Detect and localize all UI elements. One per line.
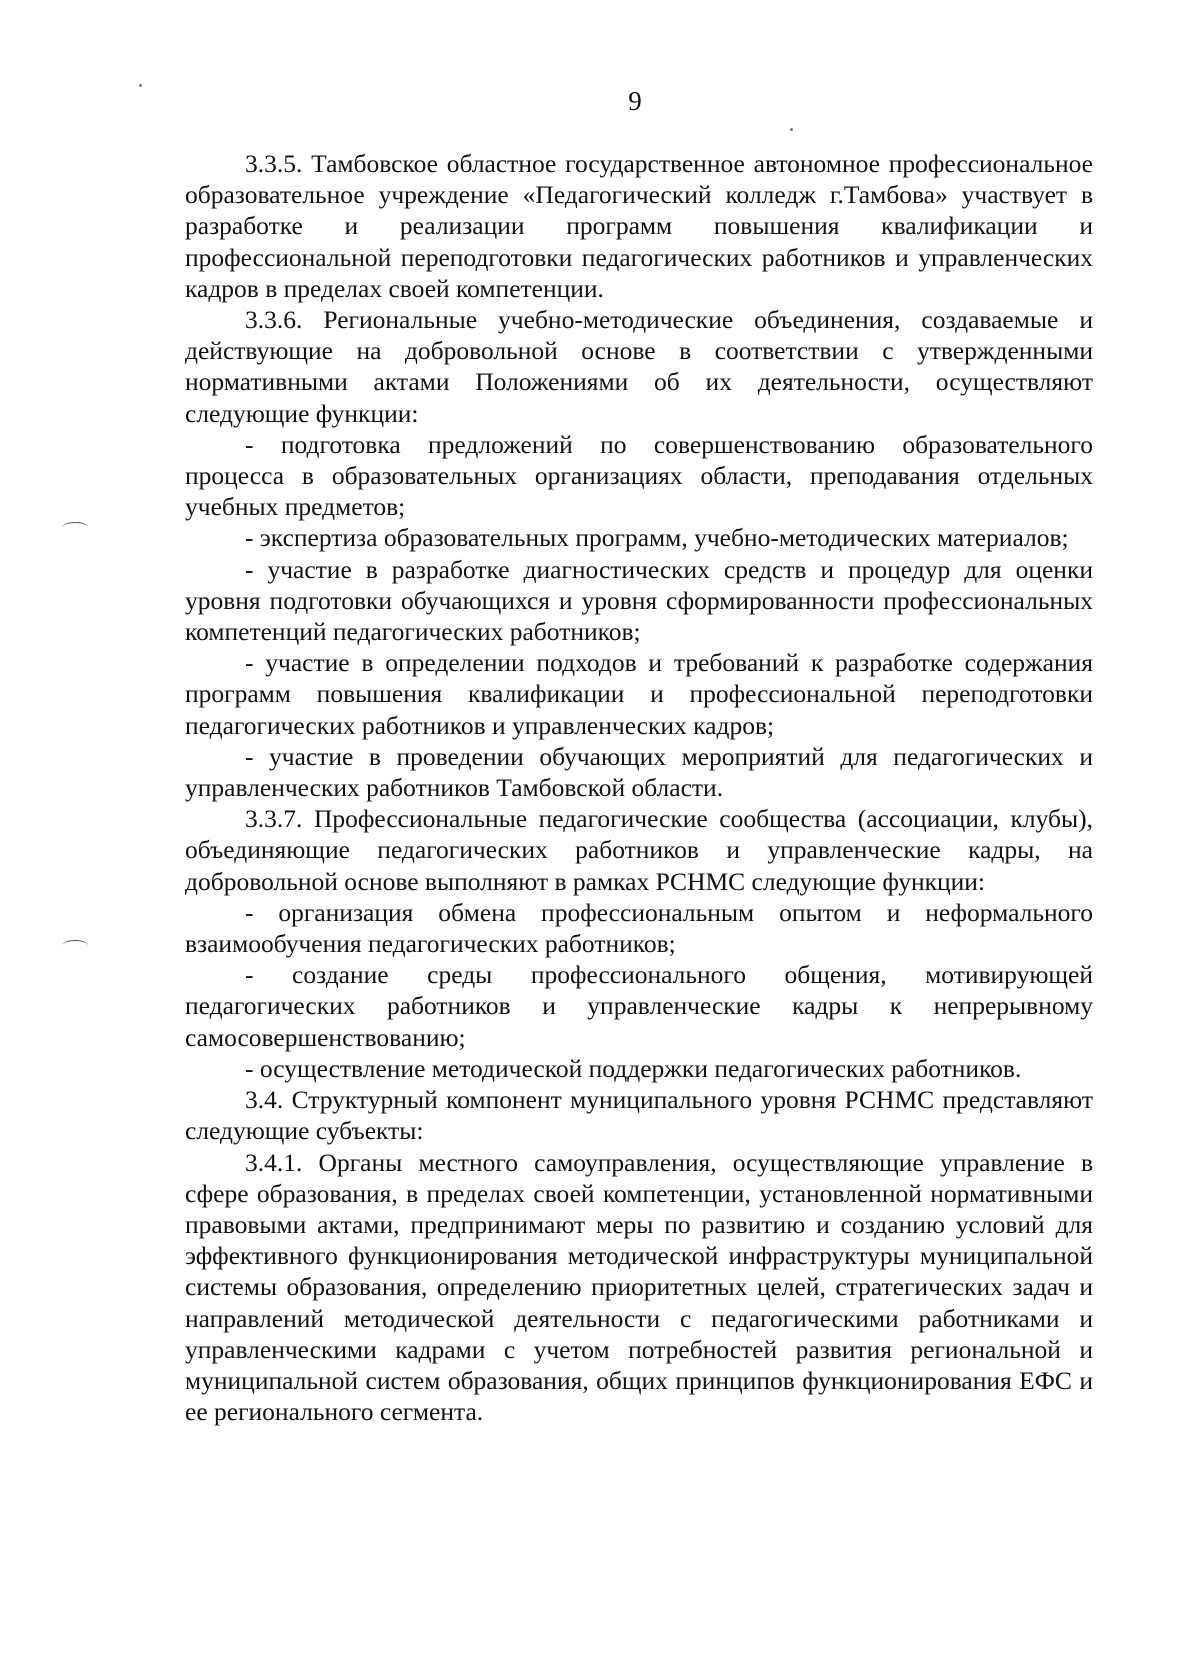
list-item-experience-exchange: - организация обмена профессиональным опытом и неформального взаимообучения педагогических работников; [185,897,1093,959]
list-item-diagnostics: - участие в разработке диагностических средств и процедур для оценки уровня подготовки обучающихся и уровня сформированности профессиональных компетенций педагогических работников; [185,554,1093,647]
scan-speck [790,128,793,131]
paragraph-3-3-7: 3.3.7. Профессиональные педагогические сообщества (ассоциации, клубы), объединяющие педагогических работников и управленческие кадры, на добровольной основе выполняют в рамках РСНМС следующие функции: [185,804,1093,896]
document-body [185,148,1093,1427]
scan-artifact [62,522,88,533]
scan-artifact [62,940,88,951]
page-number: 9 [628,86,642,116]
list-item-communication-environment: - создание среды профессионального общения, мотивирующей педагогических работников и управленческие кадры к непрерывному самосовершенствованию; [185,960,1093,1052]
list-item-expertise: - экспертиза образовательных программ, учебно-методических материалов; [245,523,1069,553]
paragraph-3-4-1: 3.4.1. Органы местного самоуправления, осуществляющие управление в сфере образования, в пределах своей компетенции, установленной нормативными правовыми актами, предпринимают меры по развитию и созданию условий для эффективного функционирования методической инфраструктуры муниципальной системы образования, определению приоритетных целей, стратегических задач и направлений методической деятельности с педагогическими работниками и управленческими кадрами с учетом потребностей развития региональной и муниципальной систем образования, общих принципов функционирования ЕФС и ее регионального сегмента. [185,1147,1093,1427]
list-item-methodical-support: - осуществление методической поддержки педагогических работников. [245,1053,1022,1083]
paragraph-3-3-5: 3.3.5. Тамбовское областное государственное автономное профессиональное образовательное учреждение «Педагогический колледж г.Тамбова» участвует в разработке и реализации программ повышения квалификации и профессиональной переподготовки педагогических работников и управленческих кадров в пределах своей компетенции. [185,149,1093,303]
list-item-training-events: - участие в проведении обучающих мероприятий для педагогических и управленческих работников Тамбовской области. [185,741,1093,803]
list-item-approaches: - участие в определении подходов и требований к разработке содержания программ повышения квалификации и профессиональной переподготовки педагогических работников и управленческих кадров; [185,648,1093,740]
paragraph-3-4: 3.4. Структурный компонент муниципального уровня РСНМС представляют следующие субъекты: [185,1085,1093,1146]
paragraph-3-3-6: 3.3.6. Региональные учебно-методические объединения, создаваемые и действующие на добровольной основе в соответствии с утвержденными нормативными актами Положениями об их деятельности, осуществляют следующие функции: [185,305,1093,428]
list-item-proposals: - подготовка предложений по совершенствованию образовательного процесса в образовательных организациях области, преподавания отдельных учебных предметов; [185,429,1093,522]
scan-speck [139,84,142,87]
